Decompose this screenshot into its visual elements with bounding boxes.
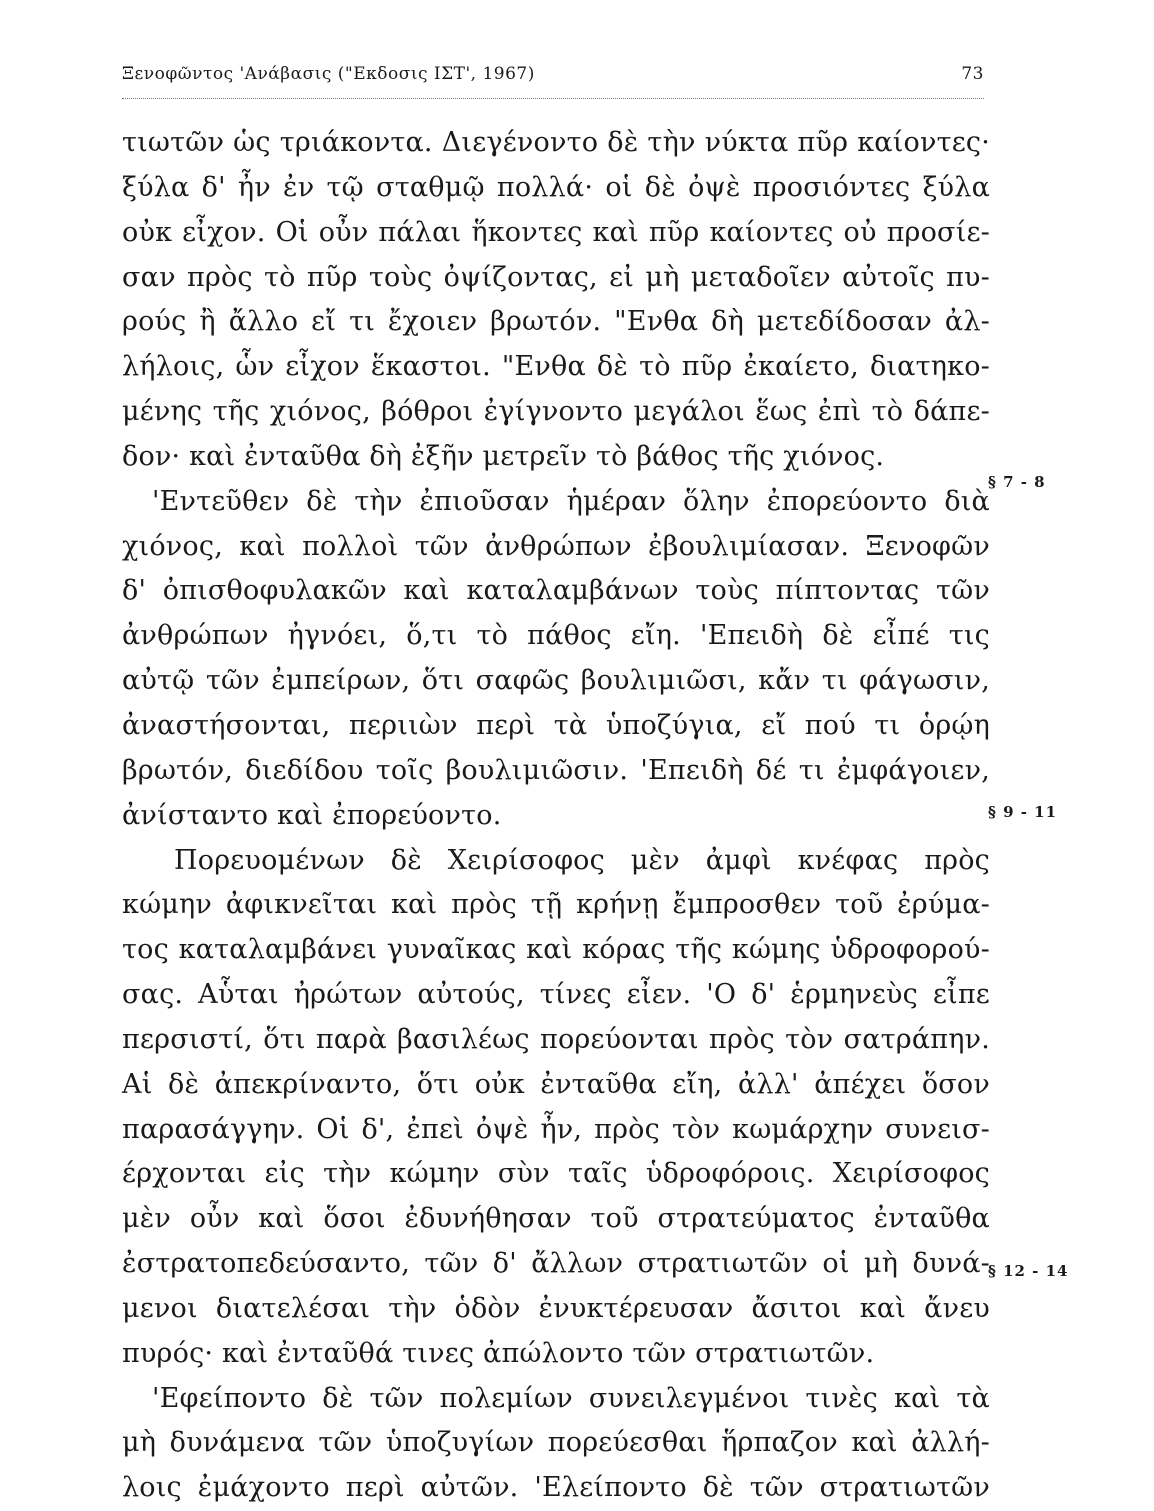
body-text: [122, 121, 990, 1511]
text-line: ρούς ἢ ἄλλο εἴ τι ἔχοιεν βρωτόν. "Ενθα δὴ μετεδίδοσαν ἀλ-: [122, 306, 990, 338]
text-line: σαν πρὸς τὸ πῦρ τοὺς ὀψίζοντας, εἰ μὴ μεταδοῖεν αὐτοῖς πυ-: [122, 261, 990, 293]
text-line: σας. Αὗται ἠρώτων αὐτούς, τίνες εἶεν. 'Ο δ' ἑρμηνεὺς εἶπε: [122, 979, 990, 1011]
header-divider: [122, 98, 984, 99]
text-line: ἀνίσταντο καὶ ἐπορεύοντο.: [122, 799, 502, 831]
text-line: δον· καὶ ἐνταῦθα δὴ ἐξῆν μετρεῖν τὸ βάθος τῆς χιόνος.: [122, 440, 885, 472]
text-line: ἀνθρώπων ἠγνόει, ὅ,τι τὸ πάθος εἴη. 'Επειδὴ δὲ εἶπέ τις: [122, 620, 990, 652]
text-line: τιωτῶν ὡς τριάκοντα. Διεγένοντο δὲ τὴν νύκτα πῦρ καίοντες·: [122, 127, 990, 158]
text-line: 'Εντεῦθεν δὲ τὴν ἐπιοῦσαν ἡμέραν ὅλην ἐπορεύοντο διὰ: [152, 485, 990, 517]
text-line: ἐστρατοπεδεύσαντο, τῶν δ' ἄλλων στρατιωτῶν οἱ μὴ δυνά-: [122, 1248, 990, 1280]
text-line: ἀναστήσονται, περιιὼν περὶ τὰ ὑποζύγια, εἴ πού τι ὁρῴη: [122, 709, 990, 741]
text-line: παρασάγγην. Οἱ δ', ἐπεὶ ὀψὲ ἦν, πρὸς τὸν κωμάρχην συνεισ-: [122, 1113, 990, 1145]
text-line: κώμην ἀφικνεῖται καὶ πρὸς τῇ κρήνῃ ἔμπροσθεν τοῦ ἐρύμα-: [122, 889, 990, 921]
text-line: μὲν οὖν καὶ ὅσοι ἐδυνήθησαν τοῦ στρατεύματος ἐνταῦθα: [122, 1203, 990, 1235]
page-number: 73: [961, 64, 984, 84]
text-line: περσιστί, ὅτι παρὰ βασιλέως πορεύονται πρὸς τὸν σατράπην.: [122, 1023, 990, 1055]
margin-section-ref: § 9 - 11: [988, 803, 1058, 821]
text-line: τος καταλαμβάνει γυναῖκας καὶ κόρας τῆς κώμης ὑδροφορού-: [122, 934, 990, 966]
text-line: δ' ὀπισθοφυλακῶν καὶ καταλαμβάνων τοὺς πίπτοντας τῶν: [122, 575, 990, 607]
text-line: ξύλα δ' ἦν ἐν τῷ σταθμῷ πολλά· οἱ δὲ ὀψὲ προσιόντες ξύλα: [122, 171, 990, 203]
margin-section-ref: § 7 - 8: [988, 473, 1046, 491]
text-line: 'Εφείποντο δὲ τῶν πολεμίων συνειλεγμένοι τινὲς καὶ τὰ: [152, 1382, 990, 1414]
text-line: μενοι διατελέσαι τὴν ὁδὸν ἐνυκτέρευσαν ἄσιτοι καὶ ἄνευ: [122, 1292, 990, 1324]
text-line: μὴ δυνάμενα τῶν ὑποζυγίων πορεύεσθαι ἥρπαζον καὶ ἀλλή-: [122, 1427, 990, 1459]
text-line: πυρός· καὶ ἐνταῦθά τινες ἀπώλοντο τῶν στρατιωτῶν.: [122, 1337, 875, 1369]
margin-section-ref: § 12 - 14: [988, 1262, 1069, 1280]
text-line: αὐτῷ τῶν ἐμπείρων, ὅτι σαφῶς βουλιμιῶσι, κἄν τι φάγωσιν,: [122, 665, 990, 697]
text-line: Αἱ δὲ ἀπεκρίναντο, ὅτι οὐκ ἐνταῦθα εἴη, ἀλλ' ἀπέχει ὅσον: [122, 1068, 990, 1100]
text-line: λοις ἐμάχοντο περὶ αὐτῶν. 'Ελείποντο δὲ τῶν στρατιωτῶν: [122, 1472, 990, 1504]
text-line: μένης τῆς χιόνος, βόθροι ἐγίγνοντο μεγάλοι ἕως ἐπὶ τὸ δάπε-: [122, 396, 990, 428]
header-title: Ξενοφῶντος 'Ανάβασις ("Εκδοσις ΙΣΤ', 1967): [122, 64, 535, 84]
running-header: [122, 64, 984, 90]
text-line: Πορευομένων δὲ Χειρίσοφος μὲν ἀμφὶ κνέφας πρὸς: [174, 844, 990, 876]
text-line: οὐκ εἶχον. Οἱ οὖν πάλαι ἥκοντες καὶ πῦρ καίοντες οὐ προσίε-: [122, 216, 990, 248]
text-line: χιόνος, καὶ πολλοὶ τῶν ἀνθρώπων ἐβουλιμίασαν. Ξενοφῶν: [122, 530, 990, 562]
text-line: λήλοις, ὧν εἶχον ἕκαστοι. "Ενθα δὲ τὸ πῦρ ἐκαίετο, διατηκο-: [122, 351, 990, 383]
text-line: έρχονται εἰς τὴν κώμην σὺν ταῖς ὑδροφόροις. Χειρίσοφος: [122, 1158, 990, 1190]
text-line: βρωτόν, διεδίδου τοῖς βουλιμιῶσιν. 'Επειδὴ δέ τι ἐμφάγοιεν,: [122, 754, 990, 786]
